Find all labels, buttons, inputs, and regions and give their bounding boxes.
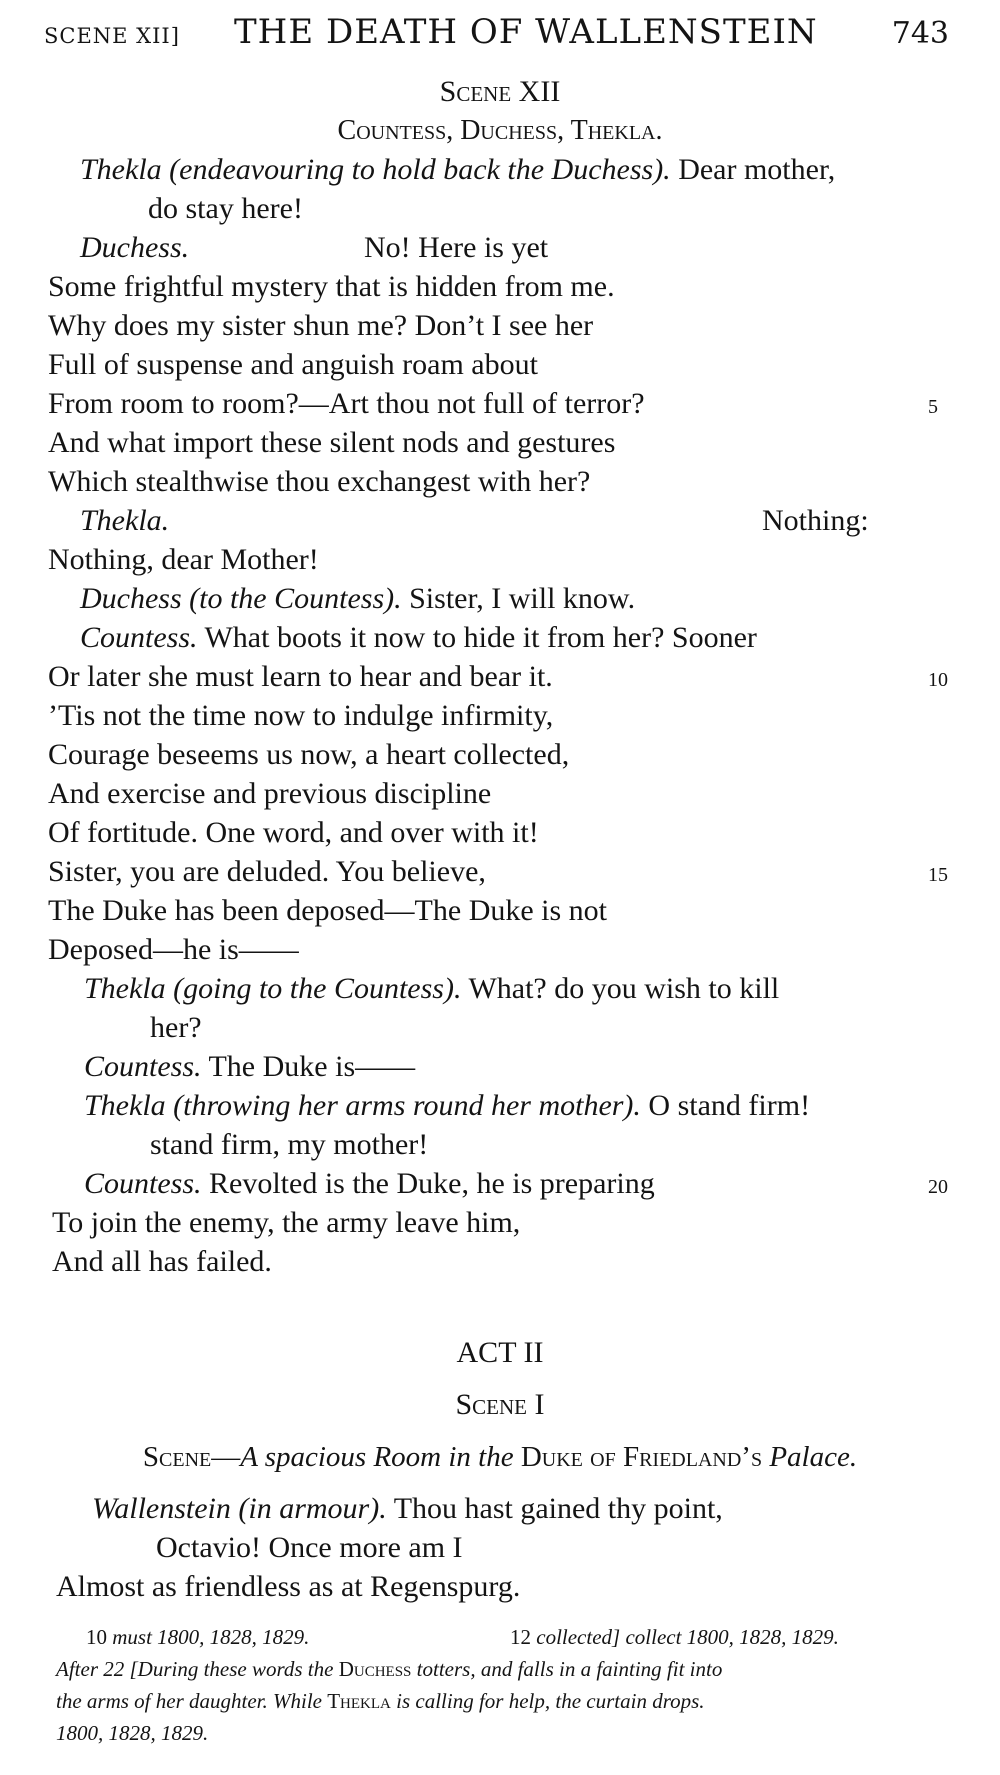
verse-line: Which stealthwise thou exchangest with her?	[48, 465, 591, 498]
speaker: Thekla (going to the Countess).	[84, 972, 462, 1005]
act-heading: ACT II	[456, 1336, 544, 1369]
speech-line: Duchess (to the Countess). Sister, I will know.	[80, 582, 636, 615]
page-number: 743	[891, 16, 949, 51]
verse-line: To join the enemy, the army leave him,	[52, 1206, 521, 1239]
line-number: 20	[928, 1176, 948, 1198]
scene-heading: Scene XII	[439, 75, 561, 108]
speech-line: stand firm, my mother!	[150, 1128, 429, 1161]
speech-line: do stay here!	[148, 192, 303, 225]
verse-line: Of fortitude. One word, and over with it!	[48, 816, 539, 849]
speech-line: her?	[150, 1011, 202, 1044]
running-head	[44, 10, 949, 56]
speaker: Thekla (endeavouring to hold back the Duchess).	[80, 153, 671, 186]
speech-line: Thekla (endeavouring to hold back the Duchess). Dear mother,	[80, 153, 836, 186]
speech-line: No! Here is yet	[364, 231, 549, 264]
verse-line: Deposed—he is——	[48, 933, 299, 966]
scene-heading: Scene I	[455, 1388, 545, 1421]
speech-line	[80, 230, 189, 266]
footnote: the arms of her daughter. While Thekla is calling for help, the curtain drops.	[56, 1689, 705, 1713]
speech-line: Countess. The Duke is——	[84, 1050, 416, 1083]
speaker: Countess.	[80, 621, 198, 654]
speaker: Countess.	[84, 1050, 202, 1083]
speech-line: Octavio! Once more am I	[156, 1531, 463, 1564]
speaker: Thekla (throwing her arms round her mother).	[84, 1089, 641, 1122]
footnote: 1800, 1828, 1829.	[56, 1721, 209, 1745]
speaker: Countess.	[84, 1167, 202, 1200]
speech-line: Thekla (going to the Countess). What? do you wish to kill	[84, 972, 780, 1005]
speech-line: Countess. Revolted is the Duke, he is preparing	[84, 1167, 655, 1200]
speaker: Thekla.	[80, 504, 170, 537]
verse-line: Nothing, dear Mother!	[48, 543, 319, 576]
footnote: After 22 [During these words the Duchess totters, and falls in a fainting fit into	[56, 1657, 723, 1681]
speaker: Duchess (to the Countess).	[80, 582, 402, 615]
line-number: 15	[928, 864, 948, 886]
running-head-title: THE DEATH OF WALLENSTEIN	[234, 12, 818, 52]
verse-line: Courage beseems us now, a heart collected,	[48, 738, 570, 771]
verse-line: Why does my sister shun me? Don’t I see her	[48, 309, 594, 342]
verse-line: Some frightful mystery that is hidden from me.	[48, 270, 615, 303]
line-number: 10	[928, 669, 948, 691]
verse-line: ’Tis not the time now to indulge infirmity,	[48, 699, 554, 732]
verse-line: And what import these silent nods and gestures	[48, 426, 616, 459]
character-list: Countess, Duchess, Thekla.	[337, 115, 663, 146]
speech-line: Wallenstein (in armour). Thou hast gained thy point,	[92, 1492, 723, 1525]
running-head-scene: SCENE XII]	[44, 24, 180, 48]
verse-line: And exercise and previous discipline	[48, 777, 492, 810]
footnote: 10 must 1800, 1828, 1829.	[86, 1625, 310, 1649]
stage-setting: Scene—A spacious Room in the Duke of Friedland’s Palace.	[142, 1441, 858, 1473]
verse-line: The Duke has been deposed—The Duke is not	[48, 894, 608, 927]
verse-line: Almost as friendless as at Regenspurg.	[56, 1570, 521, 1603]
verse-line: From room to room?—Art thou not full of terror?	[48, 387, 645, 420]
verse-line: And all has failed.	[52, 1245, 272, 1278]
speech-line: Countess. What boots it now to hide it from her? Sooner	[80, 621, 757, 654]
speech-line: Nothing:	[762, 504, 869, 537]
speaker: Duchess.	[80, 231, 190, 264]
speaker: Wallenstein (in armour).	[92, 1492, 387, 1525]
verse-line: Or later she must learn to hear and bear it.	[48, 660, 553, 693]
verse-line: Sister, you are deluded. You believe,	[48, 855, 486, 888]
footnote: 12 collected] collect 1800, 1828, 1829.	[510, 1625, 839, 1649]
verse-line: Full of suspense and anguish roam about	[48, 348, 538, 381]
speech-line: Thekla (throwing her arms round her mother). O stand firm!	[84, 1089, 811, 1122]
line-number: 5	[928, 396, 938, 418]
